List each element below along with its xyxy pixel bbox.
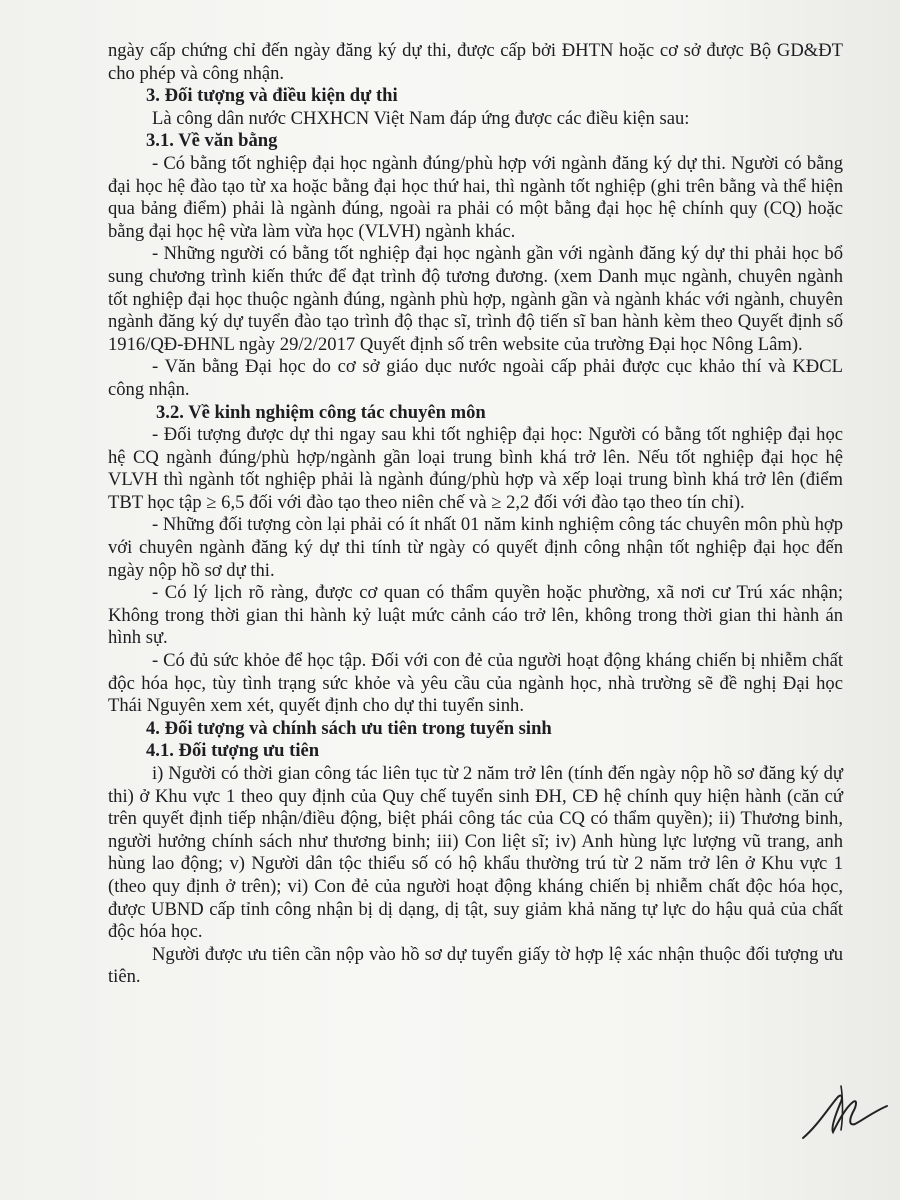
paragraph-continuation: ngày cấp chứng chỉ đến ngày đăng ký dự thi, được cấp bởi ĐHTN hoặc cơ sở được Bộ GD&ĐT cho phép và công nhận. xyxy=(108,40,843,84)
paragraph-3-1-a: - Có bằng tốt nghiệp đại học ngành đúng/phù hợp với ngành đăng ký dự thi. Người có bằng đại học hệ đào tạo từ xa hoặc bằng đại học thứ hai, thì ngành tốt nghiệp (ghi trên bằng và thể hiện qua bảng điểm) phải là ngành đúng, ngoài ra phải có một bằng đại học hệ chính quy (CQ) hoặc bằng đại học hệ vừa làm vừa học (VLVH) ngành khác. xyxy=(108,152,843,242)
paragraph-3-1-c: - Văn bằng Đại học do cơ sở giáo dục nước ngoài cấp phải được cục khảo thí và KĐCL công nhận. xyxy=(108,356,843,400)
paragraph-3-2-a: - Đối tượng được dự thi ngay sau khi tốt nghiệp đại học: Người có bằng tốt nghiệp đại học hệ CQ ngành đúng/phù hợp/ngành gần loại trung bình khá trở lên. Nếu tốt nghiệp đại học hệ VLVH thì ngành tốt nghiệp phải là ngành đúng/phù hợp và xếp loại trung bình khá trở lên (điểm TBT học tập ≥ 6,5 đối với đào tạo theo niên chế và ≥ 2,2 đối với đào tạo theo tín chỉ). xyxy=(108,424,843,513)
paragraph-3-2-b: - Những đối tượng còn lại phải có ít nhất 01 năm kinh nghiệm công tác chuyên môn phù hợp với chuyên ngành đăng ký dự thi tính từ ngày có quyết định công nhận tốt nghiệp đại học đến ngày nộp hồ sơ dự thi. xyxy=(108,514,843,581)
paragraph-3-2-d: - Có đủ sức khỏe để học tập. Đối với con đẻ của người hoạt động kháng chiến bị nhiễm chất độc hóa học, tùy tình trạng sức khỏe và yêu cầu của ngành học, nhà trường sẽ đề nghị Đại học Thái Nguyên xem xét, quyết định cho dự thi tuyển sinh. xyxy=(108,650,843,717)
paragraph-3-2-c: - Có lý lịch rõ ràng, được cơ quan có thẩm quyền hoặc phường, xã nơi cư Trú xác nhận; Không trong thời gian thi hành kỷ luật mức cảnh cáo trở lên, không trong thời gian thi hành án hình sự. xyxy=(108,582,843,649)
heading-section-3-2: 3.2. Về kinh nghiệm công tác chuyên môn xyxy=(156,401,486,423)
heading-section-4-1: 4.1. Đối tượng ưu tiên xyxy=(146,740,320,762)
heading-section-3-1: 3.1. Về văn bằng xyxy=(146,130,278,152)
document-body xyxy=(108,40,843,989)
paragraph-4-1-a: i) Người có thời gian công tác liên tục từ 2 năm trở lên (tính đến ngày nộp hồ sơ đăng ký dự thi) ở Khu vực 1 theo quy định của Quy chế tuyển sinh ĐH, CĐ hệ chính quy hiện hành (căn cứ trên quyết định tiếp nhận/điều động, biệt phái công tác của CQ có thẩm quyền); ii) Thương binh, người hưởng chính sách như thương binh; iii) Con liệt sĩ; iv) Anh hùng lực lượng vũ trang, anh hùng lao động; v) Người dân tộc thiểu số có hộ khẩu thường trú từ 2 năm trở lên ở Khu vực 1 (theo quy định ở trên); vi) Con đẻ của người hoạt động kháng chiến bị nhiễm chất độc hóa học, được UBND cấp tỉnh công nhận bị dị dạng, dị tật, suy giảm khả năng tự lực do hậu quả của chất độc hóa học. xyxy=(108,763,843,943)
paragraph-4-1-b: Người được ưu tiên cần nộp vào hồ sơ dự tuyển giấy tờ hợp lệ xác nhận thuộc đối tượng ưu tiên. xyxy=(108,943,843,988)
heading-section-4: 4. Đối tượng và chính sách ưu tiên trong tuyển sinh xyxy=(146,717,552,739)
heading-section-3: 3. Đối tượng và điều kiện dự thi xyxy=(146,85,398,107)
paragraph-intro: Là công dân nước CHXHCN Việt Nam đáp ứng được các điều kiện sau: xyxy=(152,107,690,129)
paragraph-3-1-b: - Những người có bằng tốt nghiệp đại học ngành gần với ngành đăng ký dự thi phải học bổ sung chương trình kiến thức để đạt trình độ tương đương. (xem Danh mục ngành, chuyên ngành tốt nghiệp đại học thuộc ngành đúng, ngành phù hợp, ngành gần và ngành khác với ngành, chuyên ngành đăng ký dự tuyển đào tạo trình độ thạc sĩ, trình độ tiến sĩ ban hành kèm theo Quyết định số 1916/QĐ-ĐHNL ngày 29/2/2017 Quyết định số trên website của trường Đại học Nông Lâm). xyxy=(108,243,843,355)
handwritten-signature-icon xyxy=(797,1068,892,1148)
